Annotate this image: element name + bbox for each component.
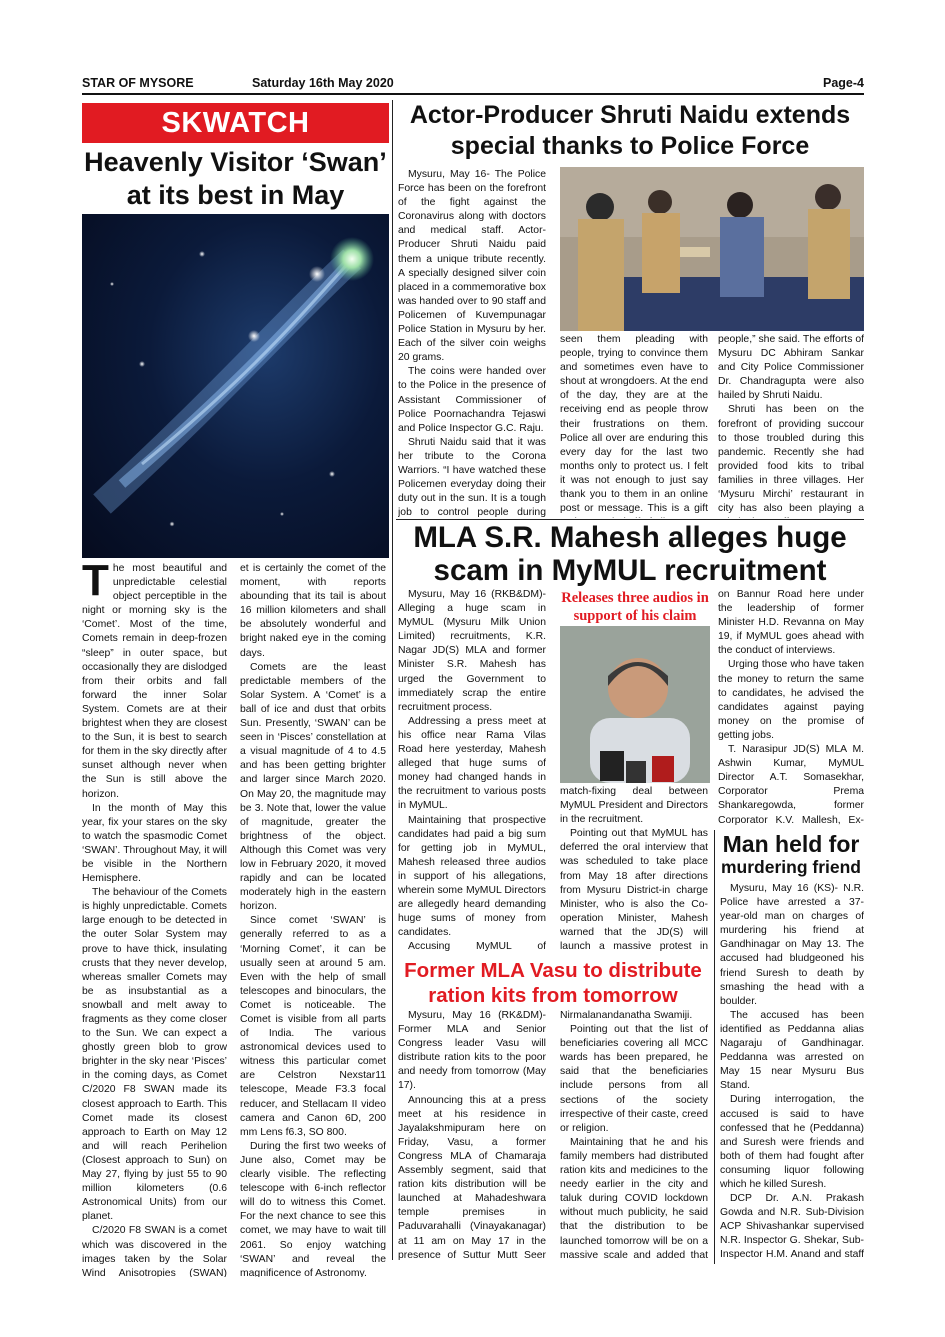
swan-headline-line-1: Heavenly Visitor ‘Swan’ [84, 147, 387, 177]
swan-headline-line-2: at its best in May [126, 180, 345, 210]
swan-column-2 [240, 562, 386, 1277]
swan-paragraph: The behaviour of the Comets is highly unpredictable. Comets large enough to be detected in the outer Solar System may prove to have thick, insulating crusts that they never develop, whereas smaller Comets may be as insubstantial as a snowball and melt away to fragments as they come closer to the Sun. We can expect a ghostly green blob to grow brighter in the sky near ‘Pisces’ in the coming days, as Comet C/2020 F8 SWAN made its closest approach to Earth. This Comet made its closest approach to Earth on May 12 and will reach Perihelion (Closest approach to Sun) on May 27, flying by just 55 to 90 million kilometers (0.6 Astronomical Units) from our planet. [82, 887, 227, 1223]
masthead-rule [82, 93, 864, 95]
murder-paragraph: During interrogation, the accused is said to have confessed that he (Peddanna) and Suresh were friends and both of them had fought after consuming liquor following which he killed Suresh. [720, 1094, 864, 1190]
mla-paragraph: match-fixing deal between MyMUL President and Directors in the recruitment. [560, 786, 708, 826]
mla-paragraph: Accusing MyMUL of [408, 941, 546, 953]
issue-date: Saturday 16th May 2020 [252, 76, 394, 90]
swan-dropcap: T [82, 562, 109, 605]
page-number: Page-4 [823, 76, 864, 90]
swan-paragraph: In the month of May this year, fix your stares on the sky to watch the spasmodic Comet ‘SWAN’. Throughout May, it will be visible in the Northern Hemisphere. [82, 802, 227, 885]
swan-paragraph: The most beautiful and unpredictable celestial object perceptible in the night or morning sky is the ‘Comet’. Most of the time, Comets remain in deep-frozen “sleep” in outer space, but occasionally they are dislodged from their orbits and fall forward the inner Solar System. Comets are at their brightest when they are closest to the Sun, it is best to search for them in the sky directly after sunset although never when the Sun is still above the horizon. [82, 562, 227, 800]
actor-paragraph: Shruti has been on the forefront of providing succour to those troubled during this pandemic. Recently she had provided food kits to tribal families in three villages. Her ‘Mysuru Mirchi’ restaurant in city has also been playing a [718, 404, 864, 515]
actor-paragraph: seen them pleading with people, trying to convince them and sometimes even have to shout at wrongdoers. At the end of the day, they are at the receiving end as people throw their frustrations on them. Police all over are enduring this every day for the last two months only to protect us. I felt it was not enough to just say thank you to them in an online post or message. This is a gift [560, 334, 708, 515]
mahesh-press-meet-illustration [560, 626, 710, 783]
mla-paragraph: Pointing out that MyMUL has deferred the oral interview that was scheduled to take place from May 18 after directions from Mysuru District-in charge Minister, who is also the Co-operation Minister, Mahesh warned that the JD(S) will launch a massive protest in [560, 828, 708, 953]
actor-headline-line-1: Actor-Producer Shruti Naidu extends [409, 101, 851, 129]
actor-headline [396, 100, 864, 162]
murder-headline-line-2: murdering friend [720, 857, 861, 877]
section-label-skwatch: SKWATCH [82, 103, 389, 143]
vasu-headline-line-2: ration kits from tomorrow [428, 984, 678, 1007]
comet-photo [82, 214, 389, 558]
vasu-paragraph: Mysuru, May 16 (RK&DM)- Former MLA and Senior Congress leader Vasu will distribute ration kits to the poor and needy from tomorrow (May 17). [398, 1010, 546, 1092]
actor-column-2 [560, 333, 708, 518]
murder-paragraph: Mysuru, May 16 (KS)- N.R. Police have arrested a 37-year-old man on charges of murdering his friend at Gandhinagar on May 13. The accused had bludgeoned his friend Suresh to death by smashing the head with a boulder. [720, 883, 864, 1007]
vasu-paragraph: Pointing out that the list of beneficiaries covering all MCC wards has been prepared, he said that the beneficiaries include persons from all sections of the society irrespective of their caste, creed or religion. [560, 1024, 708, 1134]
actor-paragraph: Mysuru, May 16- The Police Force has been on the forefront of the fight against the Coronavirus along with doctors and medical staff. Actor-Producer Shruti Naidu paid them a unique tribute recently. A specially designed silver coin placed in a commemorative box was handed over to 90 staff and Policemen of Kuvempunagar Police Station in Mysuru by her. Each of the silver coin weighs 20 grams. [398, 169, 546, 364]
murder-paragraph: DCP Dr. A.N. Prakash Gowda and N.R. Sub-Division ACP Shivashankar supervised N.R. Inspector G. Shekar, Sub-Inspector H.M. Anand and staff [720, 1193, 864, 1261]
column-divider [392, 100, 393, 1260]
swan-column-1 [82, 562, 227, 1277]
mla-pullquote [560, 590, 710, 625]
vasu-paragraph: Maintaining that he and his family members had distributed ration kits and medicines to the needy earlier in the city and taluk during COVID lockdown without much publicity, he said that the distribution to be launched tomorrow will be on a massive scale and added that [560, 1136, 708, 1261]
pullquote-line-2: support of his claim [573, 607, 697, 624]
mla-column-3 [718, 588, 864, 828]
vasu-paragraph: Nirmalanandanatha Swamiji. [560, 1010, 693, 1021]
vasu-column-2 [560, 1009, 708, 1264]
newspaper-name: STAR OF MYSORE [82, 76, 194, 90]
mla-headline [396, 521, 864, 587]
mla-paragraph: Mysuru, May 16 (RKB&DM)- Alleging a huge scam in MyMUL (Mysuru Milk Union Limited) recruitments, K.R. Nagar JD(S) MLA and former Minister S.R. Mahesh has urged the Government to immediately scrap the entire recruitment process. [398, 589, 546, 713]
mla-paragraph: T. Narasipur JD(S) MLA M. Ashwin Kumar, MyMUL Director A.T. Somasekhar, Corporator Prema Shankaregowda, former Corporator K.V. Mallesh, Ex- [718, 744, 864, 826]
comet-illustration [82, 214, 389, 558]
mla-headline-line-2: scam in MyMUL recruitment [433, 554, 827, 587]
swan-paragraph: C/2020 F8 SWAN is a comet which was discovered in the images taken by the Solar Wind Anisotropies (SWAN) [82, 1225, 227, 1277]
police-ceremony-photo [560, 167, 864, 331]
mla-paragraph: on Bannur Road here under the leadership of former Minister H.D. Revanna on May 19, if MyMUL goes ahead with the conduct of interviews. [718, 589, 864, 657]
swan-paragraph: During the first two weeks of June also, Comet may be clearly visible. The reflecting telescope with 6-inch reflector will do to witness this Comet. For the next chance to see this comet, we may have to wait till 2061. So enjoy watching ‘SWAN’ and reveal the magnificence of Astronomy. [240, 1140, 386, 1277]
murder-column [720, 882, 864, 1264]
murder-headline-line-1: Man held for [722, 831, 860, 857]
vasu-headline-line-1: Former MLA Vasu to distribute [404, 959, 702, 982]
vasu-headline [396, 958, 710, 1008]
section-divider [396, 519, 864, 520]
vasu-column-1 [398, 1009, 546, 1264]
actor-headline-line-2: special thanks to Police Force [450, 132, 810, 160]
mla-paragraph: Addressing a press meet at his office near Rama Vilas Road here yesterday, Mahesh alleged that huge sums of money had changed hands in the recruitment to various posts in MyMUL. [398, 715, 546, 812]
mla-headline-line-1: MLA S.R. Mahesh alleges huge [413, 521, 847, 554]
mla-column-2 [560, 785, 708, 955]
column-divider [714, 830, 715, 1264]
vasu-paragraph: Announcing this at a press meet at his residence in Jayalakshmipuram here on Friday, Vasu, a former Congress MLA of Chamaraja Assembly segment, said that ration kits distribution will be launched at Mahadeshwara temple premises in Paduvarahalli (Vinayakanagar) at 11 am on May 17 in the presence of Suttur Mutt Seer [398, 1094, 546, 1261]
actor-column-1 [398, 168, 546, 518]
mla-paragraph: Maintaining that prospective candidates had paid a big sum for getting job in MyMUL, Mahesh released three audios in support of his allegations, wherein some MyMUL Directors are allegedly heard demanding huge sums of money from candidates. [398, 814, 546, 939]
masthead [82, 76, 864, 92]
actor-paragraph: Shruti Naidu said that it was her tribute to the Corona Warriors. “I have watched these Policemen everyday doing their duty out in the sun. It is a tough job to control people during [398, 436, 546, 518]
actor-paragraph: The coins were handed over to the Police in the presence of Assistant Commissioner of Police Poornachandra Tejaswi and Police Inspector G.C. Raju. [398, 366, 546, 434]
mla-paragraph: Urging those who have taken the money to return the same to candidates, he advised the candidates against paying money on the promise of getting jobs. [718, 659, 864, 741]
mla-column-1 [398, 588, 546, 954]
swan-paragraph: et is certainly the comet of the moment, with reports abounding that its tail is about 16 million kilometers and shall be absolutely wonderful and bright naked eye in the coming days. [240, 563, 386, 659]
police-ceremony-illustration [560, 167, 864, 331]
swan-paragraph: Comets are the least predictable members of the Solar System. A ‘Comet’ is a ball of ice and dust that orbits Sun. Presently, ‘SWAN’ can be seen in ‘Pisces’ constellation at a visual magnitude of 4 to 4.5 and has been getting brighter and larger since March 2020. On May 20, the magnitude may be 3. Note that, lower the value of magnitude, greater the brightness of the object. Although this Comet was very low in February 2020, it moved rapidly and can be located moderately high in the eastern horizon. [240, 661, 386, 913]
pullquote-line-1: Releases three audios in [561, 590, 709, 606]
mahesh-press-meet-photo [560, 626, 710, 783]
actor-paragraph: people,” she said. The efforts of Mysuru DC Abhiram Sankar and City Police Commissioner Dr. Chandragupta were also hailed by Shruti Naidu. [718, 334, 864, 402]
actor-column-3 [718, 333, 864, 518]
swan-headline [82, 146, 389, 212]
swan-paragraph: Since comet ‘SWAN’ is generally referred to as a ‘Morning Comet’, it can be usually seen at around 5 am. Even with the help of small telescopes and binoculars, the Comet is noticeable. The Comet is visible from all parts of India. The various astronomical devices used to witness this particular comet are Celstron Nexstar11 telescope, Meade F3.3 focal reducer, and Stellacam II video camera and Canon 6D, 200 mm Lens f6.3, SO 800. [240, 915, 386, 1138]
murder-paragraph: The accused has been identified as Peddanna alias Nagaraju of Gandhinagar. Peddanna was arrested on May 15 near Mysuru Bus Stand. [720, 1009, 864, 1092]
